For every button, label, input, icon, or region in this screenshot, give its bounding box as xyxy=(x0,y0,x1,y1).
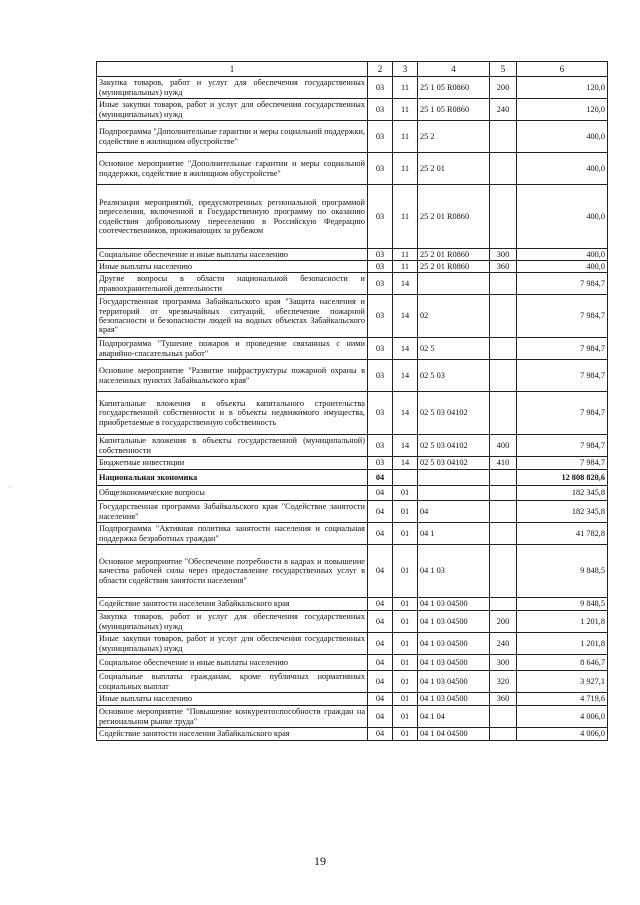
table-row xyxy=(97,611,608,633)
row-expense-type xyxy=(490,360,517,392)
column-header: 6 xyxy=(517,62,608,77)
row-amount: 4 006,0 xyxy=(517,706,608,728)
row-expense-type xyxy=(490,598,517,611)
row-target-code: 04 1 03 04500 xyxy=(418,693,490,706)
row-section: 03 xyxy=(368,338,393,360)
row-expense-type xyxy=(490,706,517,728)
row-name: Государственная программа Забайкальского края "Содействие занятости населения" xyxy=(97,501,368,523)
row-name: Реализация мероприятий, предусмотренных региональной программой переселения, включенной в Государственную программу по оказанию содействия добровольному переселению в Российскую Федерацию соотечественников, проживающих за рубежом xyxy=(97,185,368,249)
scan-mark: · xyxy=(92,108,95,117)
row-target-code: 04 1 xyxy=(418,523,490,545)
row-expense-type xyxy=(490,392,517,435)
table-row xyxy=(97,671,608,693)
row-name: Основное мероприятие "Дополнительные гарантии и меры социальной поддержки, содействие в жилищном обустройстве" xyxy=(97,153,368,185)
table-row xyxy=(97,77,608,99)
row-section: 03 xyxy=(368,99,393,121)
row-section: 04 xyxy=(368,671,393,693)
row-amount: 400,0 xyxy=(517,261,608,273)
row-amount: 41 782,8 xyxy=(517,523,608,545)
row-subsection: 01 xyxy=(393,633,418,655)
row-expense-type xyxy=(490,470,517,486)
page-number: 19 xyxy=(314,854,326,868)
column-header: 1 xyxy=(97,62,368,77)
row-amount: 7 984,7 xyxy=(517,295,608,338)
row-expense-type xyxy=(490,486,517,501)
row-section: 04 xyxy=(368,611,393,633)
table-row xyxy=(97,261,608,273)
row-amount: 7 984,7 xyxy=(517,338,608,360)
row-name: Подпрограмма "Активная политика занятости населения и социальная поддержка безработных граждан" xyxy=(97,523,368,545)
row-target-code: 04 xyxy=(418,501,490,523)
row-target-code xyxy=(418,273,490,295)
row-target-code xyxy=(418,470,490,486)
table-row xyxy=(97,360,608,392)
table-row xyxy=(97,655,608,671)
row-section: 03 xyxy=(368,435,393,457)
column-header: 5 xyxy=(490,62,517,77)
row-section: 04 xyxy=(368,486,393,501)
row-expense-type xyxy=(490,545,517,598)
row-name: Капитальные вложения в объекты государственной (муниципальной) собственности xyxy=(97,435,368,457)
row-amount: 9 848,5 xyxy=(517,545,608,598)
row-subsection: 14 xyxy=(393,392,418,435)
row-expense-type: 320 xyxy=(490,671,517,693)
row-amount: 4 719,6 xyxy=(517,693,608,706)
table-row xyxy=(97,392,608,435)
row-subsection: 11 xyxy=(393,249,418,261)
table-header-row xyxy=(97,62,608,77)
row-target-code: 02 5 03 04102 xyxy=(418,435,490,457)
row-subsection: 11 xyxy=(393,261,418,273)
row-amount: 3 927,1 xyxy=(517,671,608,693)
row-expense-type: 240 xyxy=(490,633,517,655)
table-row xyxy=(97,598,608,611)
row-target-code: 04 1 03 04500 xyxy=(418,598,490,611)
row-expense-type xyxy=(490,338,517,360)
row-name: Капитальные вложения в объекты капитального строительства государственной собственности и в объекты недвижимого имущества, приобретаемые в государственную собственность xyxy=(97,392,368,435)
row-name: Иные закупки товаров, работ и услуг для обеспечения государственных (муниципальных) нужд xyxy=(97,633,368,655)
table-row xyxy=(97,728,608,741)
row-target-code: 25 1 05 R0860 xyxy=(418,77,490,99)
row-expense-type: 240 xyxy=(490,99,517,121)
table-row xyxy=(97,501,608,523)
row-target-code: 02 5 03 04102 xyxy=(418,457,490,470)
row-expense-type xyxy=(490,295,517,338)
row-amount: 4 006,0 xyxy=(517,728,608,741)
row-target-code: 04 1 03 xyxy=(418,545,490,598)
row-target-code: 02 5 03 xyxy=(418,360,490,392)
row-subsection: 11 xyxy=(393,153,418,185)
row-target-code: 04 1 03 04500 xyxy=(418,655,490,671)
row-section: 04 xyxy=(368,706,393,728)
row-amount: 9 848,5 xyxy=(517,598,608,611)
row-subsection: 01 xyxy=(393,545,418,598)
row-target-code: 25 2 xyxy=(418,121,490,153)
row-name: Содействие занятости населения Забайкальского края xyxy=(97,598,368,611)
row-section: 03 xyxy=(368,121,393,153)
row-subsection: 11 xyxy=(393,99,418,121)
row-section: 03 xyxy=(368,261,393,273)
row-subsection: 11 xyxy=(393,121,418,153)
row-expense-type xyxy=(490,153,517,185)
row-subsection: 01 xyxy=(393,611,418,633)
row-expense-type xyxy=(490,121,517,153)
table-row xyxy=(97,633,608,655)
row-amount: 182 345,8 xyxy=(517,486,608,501)
row-subsection: 11 xyxy=(393,185,418,249)
row-name: Подпрограмма "Тушение пожаров и проведение связанных с ними аварийно-спасательных работ" xyxy=(97,338,368,360)
column-header: 2 xyxy=(368,62,393,77)
row-expense-type xyxy=(490,523,517,545)
row-section: 03 xyxy=(368,295,393,338)
row-expense-type: 300 xyxy=(490,655,517,671)
row-subsection: 11 xyxy=(393,77,418,99)
row-expense-type: 410 xyxy=(490,457,517,470)
row-target-code: 04 1 04 xyxy=(418,706,490,728)
table-row xyxy=(97,249,608,261)
row-expense-type xyxy=(490,728,517,741)
row-amount: 7 984,7 xyxy=(517,457,608,470)
row-subsection: 01 xyxy=(393,486,418,501)
column-header: 3 xyxy=(393,62,418,77)
row-section: 03 xyxy=(368,77,393,99)
row-expense-type: 360 xyxy=(490,693,517,706)
table-row xyxy=(97,457,608,470)
row-section: 04 xyxy=(368,598,393,611)
row-amount: 182 345,8 xyxy=(517,501,608,523)
row-amount: 1 201,8 xyxy=(517,611,608,633)
row-subsection: 01 xyxy=(393,693,418,706)
table-row xyxy=(97,470,608,486)
row-target-code: 02 5 xyxy=(418,338,490,360)
row-name: Социальное обеспечение и иные выплаты населению xyxy=(97,655,368,671)
row-subsection: 01 xyxy=(393,655,418,671)
row-amount: 400,0 xyxy=(517,185,608,249)
table-row xyxy=(97,435,608,457)
table-row xyxy=(97,153,608,185)
row-subsection: 14 xyxy=(393,360,418,392)
row-amount: 7 984,7 xyxy=(517,392,608,435)
row-expense-type: 360 xyxy=(490,261,517,273)
row-amount: 400,0 xyxy=(517,153,608,185)
table-row xyxy=(97,545,608,598)
row-subsection: 01 xyxy=(393,671,418,693)
row-section: 03 xyxy=(368,457,393,470)
row-name: Другие вопросы в области национальной безопасности и правоохранительной деятельности xyxy=(97,273,368,295)
row-section: 03 xyxy=(368,249,393,261)
row-subsection: 01 xyxy=(393,501,418,523)
table-row xyxy=(97,295,608,338)
row-name: Основное мероприятие "Обеспечение потребности в кадрах и повышение качества рабочей силы через предоставление государственных услуг в области содействия занятости населения" xyxy=(97,545,368,598)
row-section: 03 xyxy=(368,360,393,392)
row-amount: 400,0 xyxy=(517,121,608,153)
table-body xyxy=(97,77,608,741)
row-name: Основное мероприятие "Повышение конкурентоспособности граждан на региональном рынке труда" xyxy=(97,706,368,728)
row-section: 03 xyxy=(368,153,393,185)
row-name: Социальное обеспечение и иные выплаты населению xyxy=(97,249,368,261)
row-amount: 120,0 xyxy=(517,77,608,99)
row-section: 03 xyxy=(368,185,393,249)
row-amount: 7 984,7 xyxy=(517,360,608,392)
row-subsection: 01 xyxy=(393,523,418,545)
row-section: 03 xyxy=(368,392,393,435)
row-subsection: 01 xyxy=(393,706,418,728)
row-name: Содействие занятости населения Забайкальского края xyxy=(97,728,368,741)
table-row xyxy=(97,273,608,295)
row-subsection xyxy=(393,470,418,486)
row-target-code xyxy=(418,486,490,501)
row-section: 04 xyxy=(368,655,393,671)
table-row xyxy=(97,693,608,706)
row-name: Иные выплаты населению xyxy=(97,261,368,273)
row-section: 03 xyxy=(368,273,393,295)
table-row xyxy=(97,121,608,153)
row-name: Закупка товаров, работ и услуг для обеспечения государственных (муниципальных) нужд xyxy=(97,611,368,633)
row-subsection: 14 xyxy=(393,457,418,470)
row-name: Основное мероприятие "Развитие инфраструктуры пожарной охраны в населенных пунктах Забайкальского края" xyxy=(97,360,368,392)
budget-table xyxy=(96,61,608,741)
row-amount: 8 646,7 xyxy=(517,655,608,671)
row-expense-type: 400 xyxy=(490,435,517,457)
row-amount: 1 201,8 xyxy=(517,633,608,655)
row-target-code: 04 1 03 04500 xyxy=(418,633,490,655)
table-row xyxy=(97,338,608,360)
row-name: Иные выплаты населению xyxy=(97,693,368,706)
column-header: 4 xyxy=(418,62,490,77)
table-row xyxy=(97,523,608,545)
row-expense-type: 300 xyxy=(490,249,517,261)
row-amount: 120,0 xyxy=(517,99,608,121)
row-section: 04 xyxy=(368,470,393,486)
row-target-code: 04 1 03 04500 xyxy=(418,671,490,693)
row-target-code: 04 1 04 04500 xyxy=(418,728,490,741)
row-section: 04 xyxy=(368,523,393,545)
row-section: 04 xyxy=(368,545,393,598)
row-target-code: 25 2 01 R0860 xyxy=(418,185,490,249)
row-section: 04 xyxy=(368,693,393,706)
row-subsection: 01 xyxy=(393,728,418,741)
row-name: Национальная экономика xyxy=(97,470,368,486)
row-target-code: 25 2 01 R0860 xyxy=(418,261,490,273)
row-subsection: 14 xyxy=(393,295,418,338)
table-row xyxy=(97,185,608,249)
row-amount: 7 984,7 xyxy=(517,273,608,295)
row-name: Социальные выплаты гражданам, кроме публичных нормативных социальных выплат xyxy=(97,671,368,693)
table-row xyxy=(97,99,608,121)
row-target-code: 25 1 05 R0860 xyxy=(418,99,490,121)
row-target-code: 04 1 03 04500 xyxy=(418,611,490,633)
row-section: 04 xyxy=(368,633,393,655)
row-name: Подпрограмма "Дополнительные гарантии и меры социальной поддержки, содействие в жилищном обустройстве" xyxy=(97,121,368,153)
row-subsection: 01 xyxy=(393,598,418,611)
row-target-code: 25 2 01 xyxy=(418,153,490,185)
row-expense-type xyxy=(490,273,517,295)
row-name: Бюджетные инвестиции xyxy=(97,457,368,470)
table-row xyxy=(97,706,608,728)
row-section: 04 xyxy=(368,728,393,741)
row-subsection: 14 xyxy=(393,273,418,295)
row-name: Закупка товаров, работ и услуг для обеспечения государственных (муниципальных) нужд xyxy=(97,77,368,99)
row-amount: 7 984,7 xyxy=(517,435,608,457)
row-expense-type: 200 xyxy=(490,611,517,633)
row-name: Общеэкономические вопросы xyxy=(97,486,368,501)
row-name: Иные закупки товаров, работ и услуг для обеспечения государственных (муниципальных) нужд xyxy=(97,99,368,121)
row-target-code: 02 xyxy=(418,295,490,338)
row-subsection: 14 xyxy=(393,435,418,457)
table-row xyxy=(97,486,608,501)
row-section: 04 xyxy=(368,501,393,523)
row-name: Государственная программа Забайкальского края "Защита населения и территорий от чрезвычайных ситуаций, обеспечение пожарной безопасности и безопасности людей на водных объектах Забайкальского края" xyxy=(97,295,368,338)
row-expense-type xyxy=(490,501,517,523)
row-subsection: 14 xyxy=(393,338,418,360)
scan-mark: · xyxy=(8,483,11,492)
row-expense-type xyxy=(490,185,517,249)
row-target-code: 25 2 01 R0860 xyxy=(418,249,490,261)
row-target-code: 02 5 03 04102 xyxy=(418,392,490,435)
row-amount: 400,0 xyxy=(517,249,608,261)
row-expense-type: 200 xyxy=(490,77,517,99)
row-amount: 12 808 820,6 xyxy=(517,470,608,486)
